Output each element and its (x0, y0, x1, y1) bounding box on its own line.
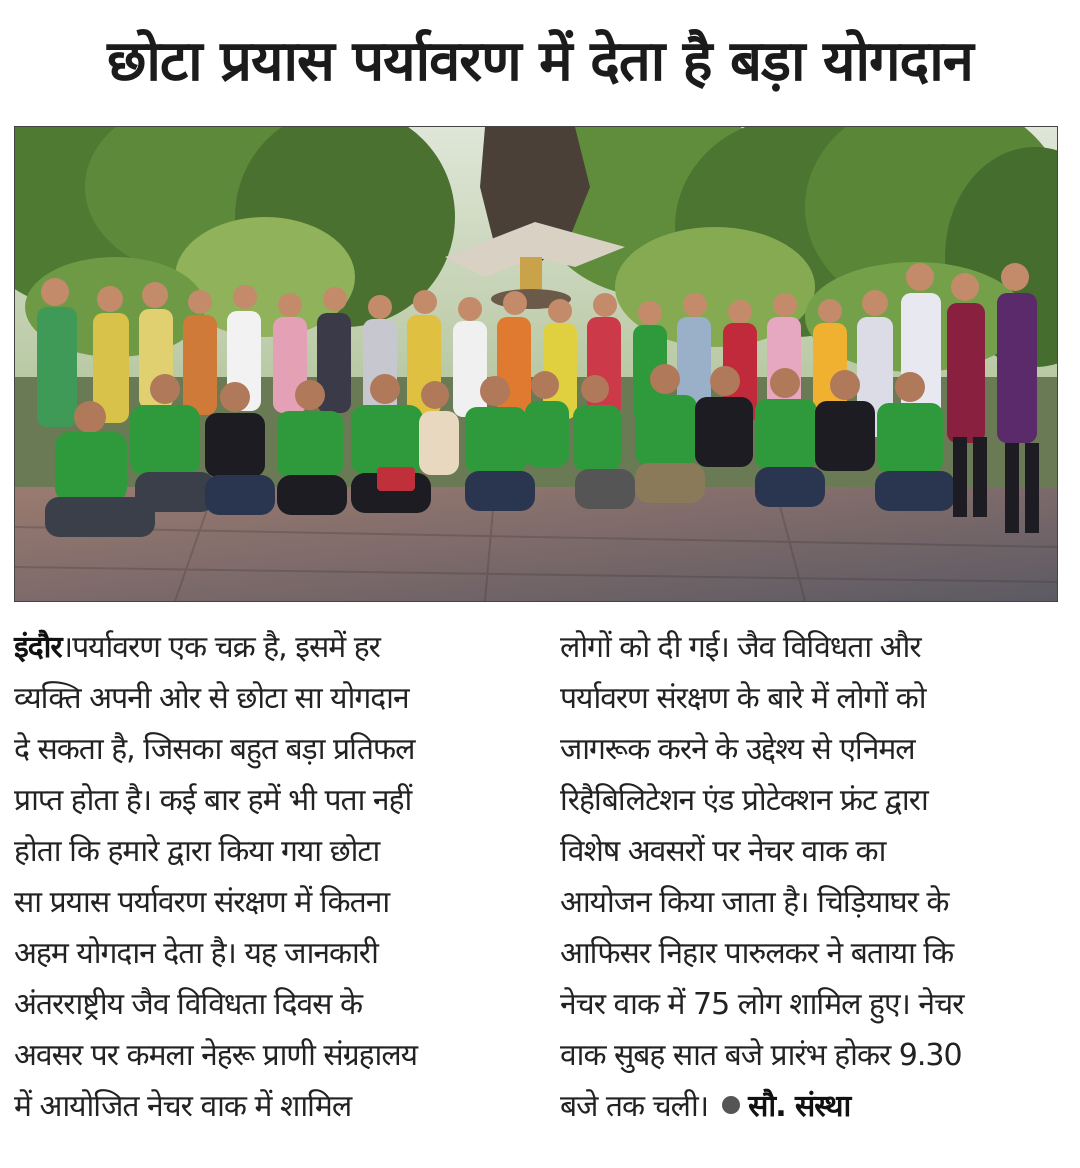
article-line: रिहैबिलिटेशन एंड प्रोटेक्शन फ्रंट द्वारा (560, 783, 928, 818)
article-line: होता कि हमारे द्वारा किया गया छोटा (14, 834, 380, 869)
article-line: दे सकता है, जिसका बहुत बड़ा प्रतिफल (14, 732, 415, 767)
article-line: व्यक्ति अपनी ओर से छोटा सा योगदान (14, 681, 409, 716)
bullet-icon (722, 1096, 740, 1114)
photo-credit: सौ. संस्था (748, 1089, 851, 1124)
article-line: अहम योगदान देता है। यह जानकारी (14, 936, 378, 971)
article-line: आयोजन किया जाता है। चिड़ियाघर के (560, 885, 949, 920)
article-line: आफिसर निहार पारुलकर ने बताया कि (560, 936, 954, 971)
headline: छोटा प्रयास पर्यावरण में देता है बड़ा योगदान (107, 29, 973, 94)
article-line: प्राप्त होता है। कई बार हमें भी पता नहीं (14, 783, 412, 818)
dateline: इंदौर (14, 630, 62, 665)
article-line: सा प्रयास पर्यावरण संरक्षण में कितना (14, 885, 390, 920)
group-photo-illustration (15, 127, 1057, 601)
article-line: विशेष अवसरों पर नेचर वाक का (560, 834, 886, 869)
article-line: वाक सुबह सात बजे प्रारंभ होकर 9.30 (560, 1038, 962, 1073)
article-line: लोगों को दी गई। जैव विविधता और (560, 630, 921, 665)
article-line: जागरूक करने के उद्देश्य से एनिमल (560, 732, 915, 767)
article-column-right (560, 622, 1060, 1132)
article-line: पर्यावरण संरक्षण के बारे में लोगों को (560, 681, 926, 716)
article-line: में आयोजित नेचर वाक में शामिल (14, 1089, 352, 1124)
article-line: अंतरराष्ट्रीय जैव विविधता दिवस के (14, 987, 363, 1022)
article-text: बजे तक चली। (560, 1089, 709, 1124)
article-column-left (14, 622, 534, 1132)
article-line: अवसर पर कमला नेहरू प्राणी संग्रहालय (14, 1038, 418, 1073)
article-line (14, 622, 534, 673)
article-text: ।पर्यावरण एक चक्र है, इसमें हर (61, 630, 380, 665)
article-line: नेचर वाक में 75 लोग शामिल हुए। नेचर (560, 987, 964, 1022)
article-line-last (560, 1081, 1060, 1132)
group-photo (14, 126, 1058, 602)
